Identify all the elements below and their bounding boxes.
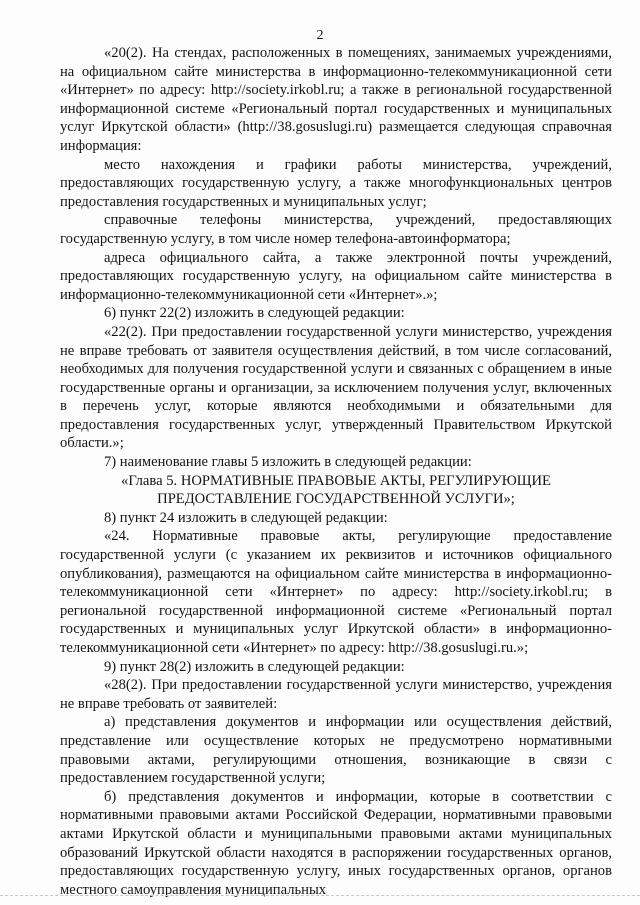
paragraph-item-8: 8) пункт 24 изложить в следующей редакции:	[104, 509, 388, 526]
chapter-5-heading: «Глава 5. НОРМАТИВНЫЕ ПРАВОВЫЕ АКТЫ, РЕГУЛИРУЮЩИЕ ПРЕДОСТАВЛЕНИЕ ГОСУДАРСТВЕННОЙ УСЛУГИ»;	[121, 472, 551, 508]
paragraph-website-email: адреса официального сайта, а также электронной почты учреждений, предоставляющих государственную услугу, на официальном сайте министерства в информационно-телекоммуникационной сети «Интернет».»;	[60, 249, 612, 303]
scan-edge-divider	[0, 895, 640, 897]
paragraph-20-2-intro: «20(2). На стендах, расположенных в помещениях, занимаемых учреждениями, на официальном сайте министерства в информационно-телекоммуникационной сети «Интернет» по адресу: http://society.irkobl.ru; а также в региональной государственной информационной системе «Региональный портал государственных и муниципальных услуг Иркутской области» (http://38.gosuslugi.ru) размещается следующая справочная информация:	[60, 45, 612, 154]
paragraph-item-7: 7) наименование главы 5 изложить в следующей редакции:	[104, 454, 472, 471]
document-body	[60, 44, 612, 899]
paragraph-28-2-b: б) представления документов и информации, которые в соответствии с нормативными правовыми актами Российской Федерации, нормативными правовыми актами Иркутской области и муниципальными правовыми актами муниципальных образований Иркутской области находятся в распоряжении государственных органов, предоставляющих государственную услугу, иных государственных органов, органов местного самоуправления муниципальных	[60, 788, 612, 898]
paragraph-location-schedules: место нахождения и графики работы министерства, учреждений, предоставляющих государственную услугу, а также многофункциональных центров предоставления государственных и муниципальных услуг;	[60, 156, 612, 210]
paragraph-item-6: 6) пункт 22(2) изложить в следующей редакции:	[104, 305, 405, 322]
page-number: 2	[316, 28, 324, 43]
paragraph-28-2-a: а) представления документов и информации или осуществления действий, представление или осуществление которых не предусмотрено нормативными правовыми актами, регулирующими отношения, возникающие в связи с предоставлением государственной услуги;	[60, 714, 612, 787]
paragraph-28-2: «28(2). При предоставлении государственной услуги министерство, учреждения не вправе требовать от заявителей:	[60, 677, 612, 712]
paragraph-phones: справочные телефоны министерства, учреждений, предоставляющих государственную услугу, в том числе номер телефона-автоинформатора;	[60, 212, 612, 247]
paragraph-item-9: 9) пункт 28(2) изложить в следующей редакции:	[104, 658, 405, 675]
paragraph-24: «24. Нормативные правовые акты, регулирующие предоставление государственной услуги (с указанием их реквизитов и источников официального опубликования), размещаются на официальном сайте министерства в информационно-телекоммуникационной сети «Интернет» по адресу: http://society.irkobl.ru; в региональной государственной информационной системе «Региональный портал государственных и муниципальных услуг Иркутской области» в информационно-телекоммуникационной сети «Интернет» по адресу: http://38.gosuslugi.ru.»;	[60, 528, 612, 656]
paragraph-22-2: «22(2). При предоставлении государственной услуги министерство, учреждения не вправе требовать от заявителя осуществления действий, в том числе согласований, необходимых для получения государственной услуги и связанных с обращением в иные государственные органы и организации, за исключением получения услуг, включенных в перечень услуг, которые являются необходимыми и обязательными для предоставления государственных услуг, утвержденный Правительством Иркутской области.»;	[60, 323, 612, 452]
